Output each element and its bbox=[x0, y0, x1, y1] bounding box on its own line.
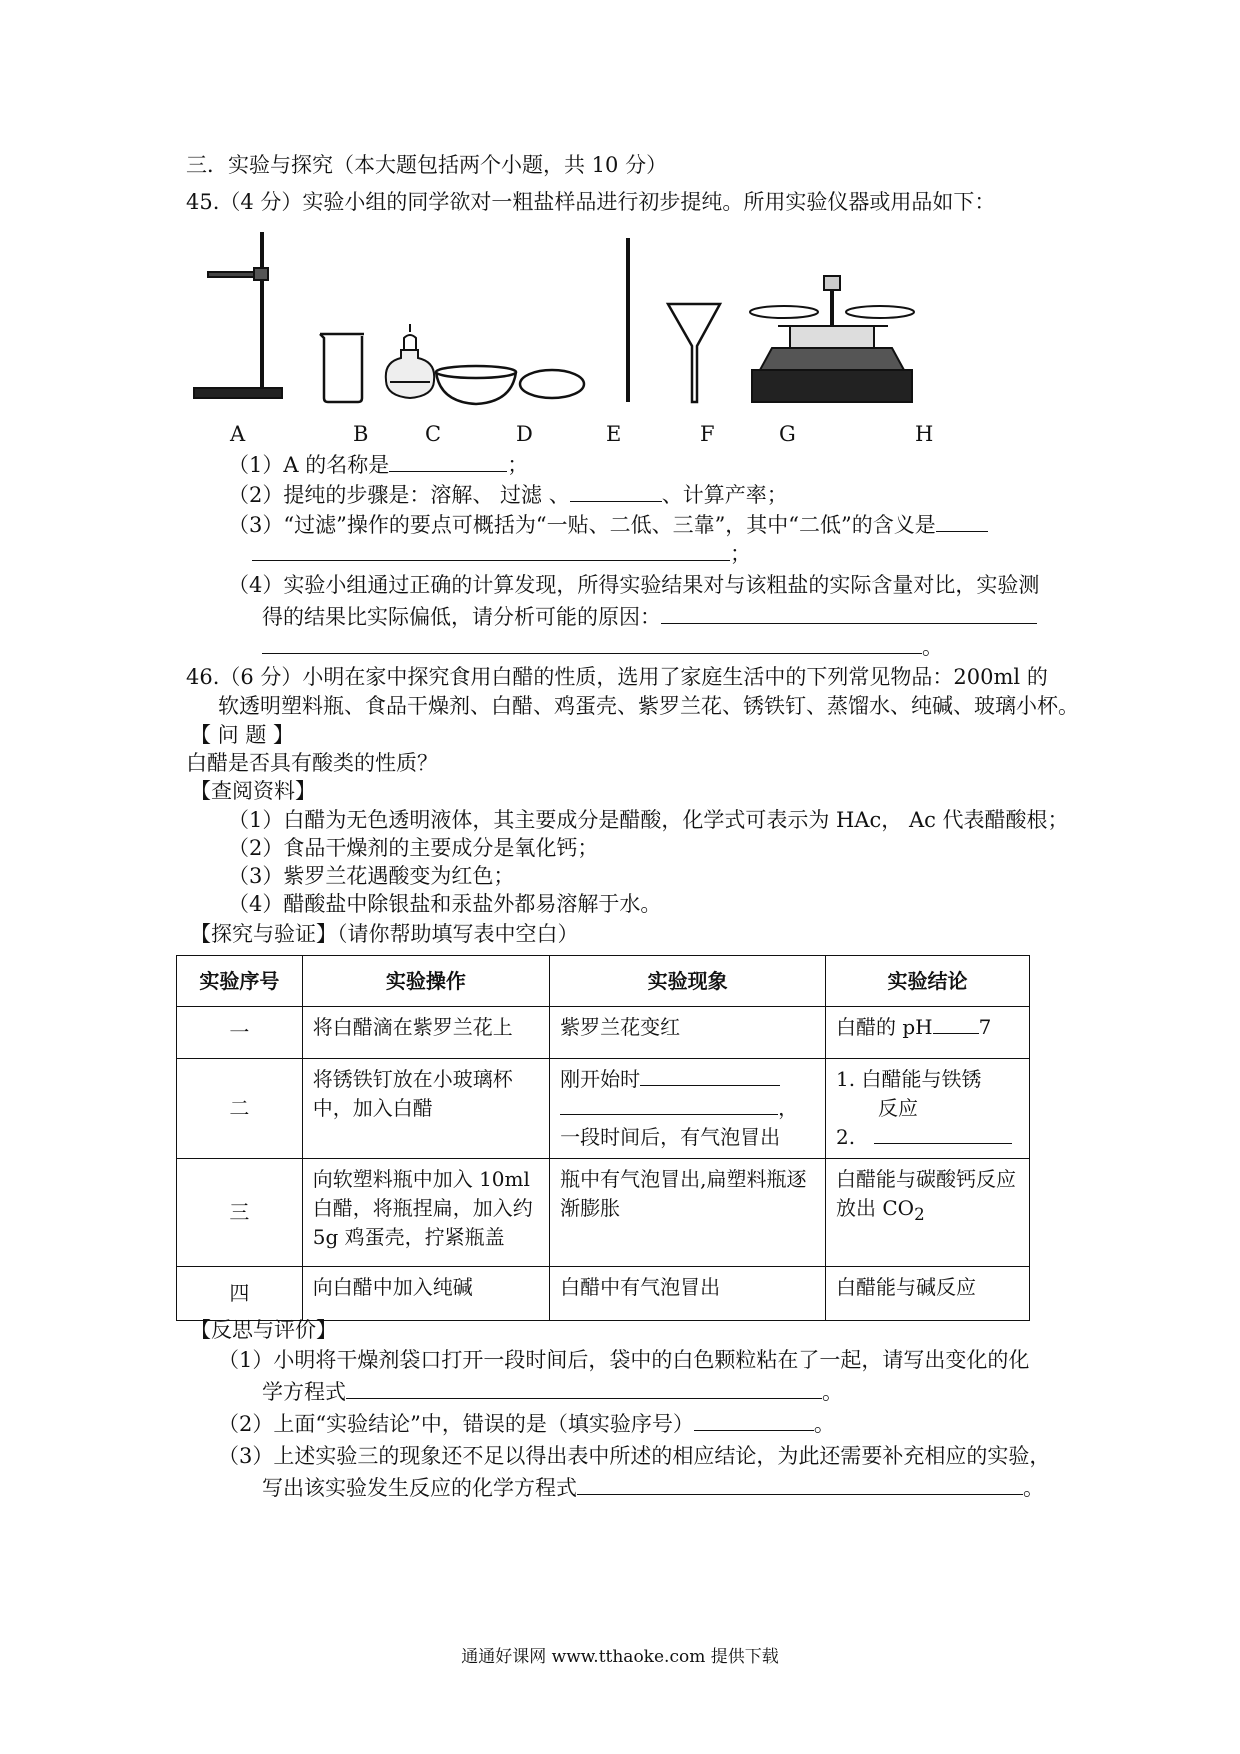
reference-item: （3）紫罗兰花遇酸变为红色； bbox=[228, 864, 515, 888]
q45-part1 bbox=[228, 451, 528, 478]
row-no: 二 bbox=[177, 1059, 303, 1159]
reference-item: （1）白醋为无色透明液体，其主要成分是醋酸，化学式可表示为 HAc， Ac 代表醋酸根； bbox=[228, 808, 1069, 832]
reflection-1: （1）小明将干燥剂袋口打开一段时间后，袋中的白色颗粒粘在了一起，请写出变化的化 bbox=[218, 1348, 1030, 1372]
phenomenon-comma: ， bbox=[778, 1096, 799, 1120]
balance-icon bbox=[750, 276, 914, 402]
table-row bbox=[177, 1059, 1030, 1159]
reflection-1-text: 学方程式 bbox=[262, 1380, 346, 1404]
label-d: D bbox=[516, 422, 533, 446]
label-g: G bbox=[779, 422, 796, 446]
answer-blank[interactable] bbox=[262, 633, 922, 654]
label-f: F bbox=[700, 422, 715, 446]
answer-blank[interactable] bbox=[936, 511, 988, 532]
q46-stem-line2: 软透明塑料瓶、食品干燥剂、白醋、鸡蛋壳、紫罗兰花、锈铁钉、蒸馏水、纯碱、玻璃小杯。 bbox=[218, 694, 1079, 718]
q45-part4-line2 bbox=[262, 603, 1037, 630]
iron-stand-icon bbox=[194, 232, 282, 398]
label-e: E bbox=[606, 422, 622, 446]
explore-heading bbox=[190, 922, 579, 947]
row-conclusion bbox=[826, 1007, 1030, 1059]
q45-stem: 45.（4 分）实验小组的同学欲对一粗盐样品进行初步提纯。所用实验仪器或用品如下： bbox=[186, 190, 996, 214]
label-h: H bbox=[915, 422, 934, 446]
row-operation: 将锈铁钉放在小玻璃杯中，加入白醋 bbox=[302, 1059, 549, 1159]
page-footer: 通通好课网 www.tthaoke.com 提供下载 bbox=[461, 1647, 779, 1667]
label-a: A bbox=[230, 422, 246, 446]
row-phenomenon bbox=[550, 1059, 826, 1159]
table-row bbox=[177, 1159, 1030, 1267]
row-conclusion: 白醋能与碱反应 bbox=[826, 1267, 1030, 1321]
q45-p3-end: ； bbox=[730, 542, 751, 566]
explore-heading-label: 【探究与验证】 bbox=[190, 922, 337, 946]
row-conclusion bbox=[826, 1059, 1030, 1159]
section-heading: 三．实验与探究（本大题包括两个小题，共 10 分） bbox=[186, 153, 668, 177]
experiment-table bbox=[176, 955, 1030, 1321]
q45-p4-end: 。 bbox=[922, 635, 943, 659]
reflection-3-text: 写出该实验发生反应的化学方程式 bbox=[262, 1476, 577, 1500]
beaker-icon bbox=[320, 334, 364, 402]
evaporating-dish-icon bbox=[436, 366, 516, 404]
conclusion-1-cont: 反应 bbox=[878, 1096, 919, 1120]
q45-p1-text: （1）A 的名称是 bbox=[228, 453, 390, 477]
phenomenon-text: 刚开始时 bbox=[560, 1067, 641, 1091]
row-operation: 向白醋中加入纯碱 bbox=[302, 1267, 549, 1321]
reflection-3: （3）上述实验三的现象还不足以得出表中所述的相应结论，为此还需要补充相应的实验， bbox=[218, 1444, 1051, 1468]
answer-blank[interactable] bbox=[389, 451, 507, 472]
problem-heading: 【 问 题 】 bbox=[190, 723, 295, 747]
answer-blank[interactable] bbox=[252, 540, 730, 561]
header-no: 实验序号 bbox=[177, 956, 303, 1007]
answer-blank[interactable] bbox=[577, 1474, 1023, 1495]
answer-blank[interactable] bbox=[694, 1410, 814, 1431]
row-phenomenon: 瓶中有气泡冒出,扁塑料瓶逐渐膨胀 bbox=[550, 1159, 826, 1267]
explore-note: （请你帮助填写表中空白） bbox=[337, 922, 579, 946]
reflection-2-text: （2）上面“实验结论”中，错误的是（填实验序号） bbox=[218, 1412, 694, 1436]
row-operation: 将白醋滴在紫罗兰花上 bbox=[302, 1007, 549, 1059]
ph-value: 7 bbox=[978, 1015, 992, 1039]
alcohol-lamp-icon bbox=[386, 324, 434, 398]
row-no: 四 bbox=[177, 1267, 303, 1321]
label-b: B bbox=[353, 422, 369, 446]
header-phenomenon: 实验现象 bbox=[550, 956, 826, 1007]
subscript: 2 bbox=[914, 1205, 925, 1224]
row-no: 三 bbox=[177, 1159, 303, 1267]
row-no: 一 bbox=[177, 1007, 303, 1059]
reference-item: （2）食品干燥剂的主要成分是氧化钙； bbox=[228, 836, 599, 860]
q45-p1-end: ； bbox=[507, 453, 529, 477]
answer-blank[interactable] bbox=[933, 1013, 979, 1034]
q45-part4: （4）实验小组通过正确的计算发现，所得实验结果对与该粗盐的实际含量对比，实验测 bbox=[228, 573, 1040, 597]
conclusion-2-num: 2. bbox=[836, 1125, 856, 1149]
q46-stem-line1: 46.（6 分）小明在家中探究食用白醋的性质，选用了家庭生活中的下列常见物品：200ml 的 bbox=[186, 665, 1048, 689]
reference-item: （4）醋酸盐中除银盐和汞盐外都易溶解于水。 bbox=[228, 892, 662, 916]
reflection-2-end: 。 bbox=[813, 1412, 835, 1436]
phenomenon-text: 一段时间后，有气泡冒出 bbox=[560, 1125, 781, 1149]
q45-p2-end: 、计算产率； bbox=[661, 483, 788, 507]
table-row bbox=[177, 1267, 1030, 1321]
q45-p4-text: 得的结果比实际偏低，请分析可能的原因： bbox=[262, 605, 661, 629]
q45-part3 bbox=[228, 511, 988, 538]
reflection-3-line2 bbox=[262, 1474, 1044, 1501]
conclusion-1: 1. 白醋能与铁锈 bbox=[836, 1067, 982, 1091]
table-row bbox=[177, 1007, 1030, 1059]
reflection-3-end: 。 bbox=[1023, 1476, 1044, 1500]
header-conclusion: 实验结论 bbox=[826, 956, 1030, 1007]
answer-blank[interactable] bbox=[346, 1378, 822, 1399]
q45-part4-line3 bbox=[262, 633, 943, 660]
answer-blank[interactable] bbox=[570, 481, 662, 502]
q45-part2 bbox=[228, 481, 788, 508]
apparatus-figure bbox=[186, 220, 1086, 410]
table-header-row bbox=[177, 956, 1030, 1007]
label-c: C bbox=[425, 422, 442, 446]
answer-blank[interactable] bbox=[640, 1065, 780, 1086]
ph-text: 白醋的 pH bbox=[836, 1015, 933, 1039]
row-phenomenon: 紫罗兰花变红 bbox=[550, 1007, 826, 1059]
row-phenomenon: 白醋中有气泡冒出 bbox=[550, 1267, 826, 1321]
header-operation: 实验操作 bbox=[302, 956, 549, 1007]
answer-blank[interactable] bbox=[874, 1123, 1012, 1144]
problem-text: 白醋是否具有酸类的性质？ bbox=[186, 751, 438, 775]
answer-blank[interactable] bbox=[661, 603, 1037, 624]
q45-part3-cont bbox=[252, 540, 751, 567]
row-conclusion bbox=[826, 1159, 1030, 1267]
reference-heading: 【查阅资料】 bbox=[190, 779, 316, 803]
row-operation: 向软塑料瓶中加入 10ml 白醋，将瓶捏扁，加入约 5g 鸡蛋壳，拧紧瓶盖 bbox=[302, 1159, 549, 1267]
reflection-2 bbox=[218, 1410, 835, 1437]
reflection-1-line2 bbox=[262, 1378, 843, 1405]
q45-p3-text: （3）“过滤”操作的要点可概括为“一贴、二低、三靠”，其中“二低”的含义是 bbox=[228, 513, 936, 537]
reflection-1-end: 。 bbox=[822, 1380, 843, 1404]
funnel-icon bbox=[668, 304, 720, 402]
conclusion-text: 白醋能与碳酸钙反应放出 CO bbox=[836, 1167, 1017, 1220]
answer-blank[interactable] bbox=[560, 1094, 778, 1115]
q45-p2-text: （2）提纯的步骤是：溶解、 过滤 、 bbox=[228, 483, 570, 507]
watch-glass-icon bbox=[520, 370, 584, 398]
reflection-heading: 【反思与评价】 bbox=[190, 1318, 337, 1342]
